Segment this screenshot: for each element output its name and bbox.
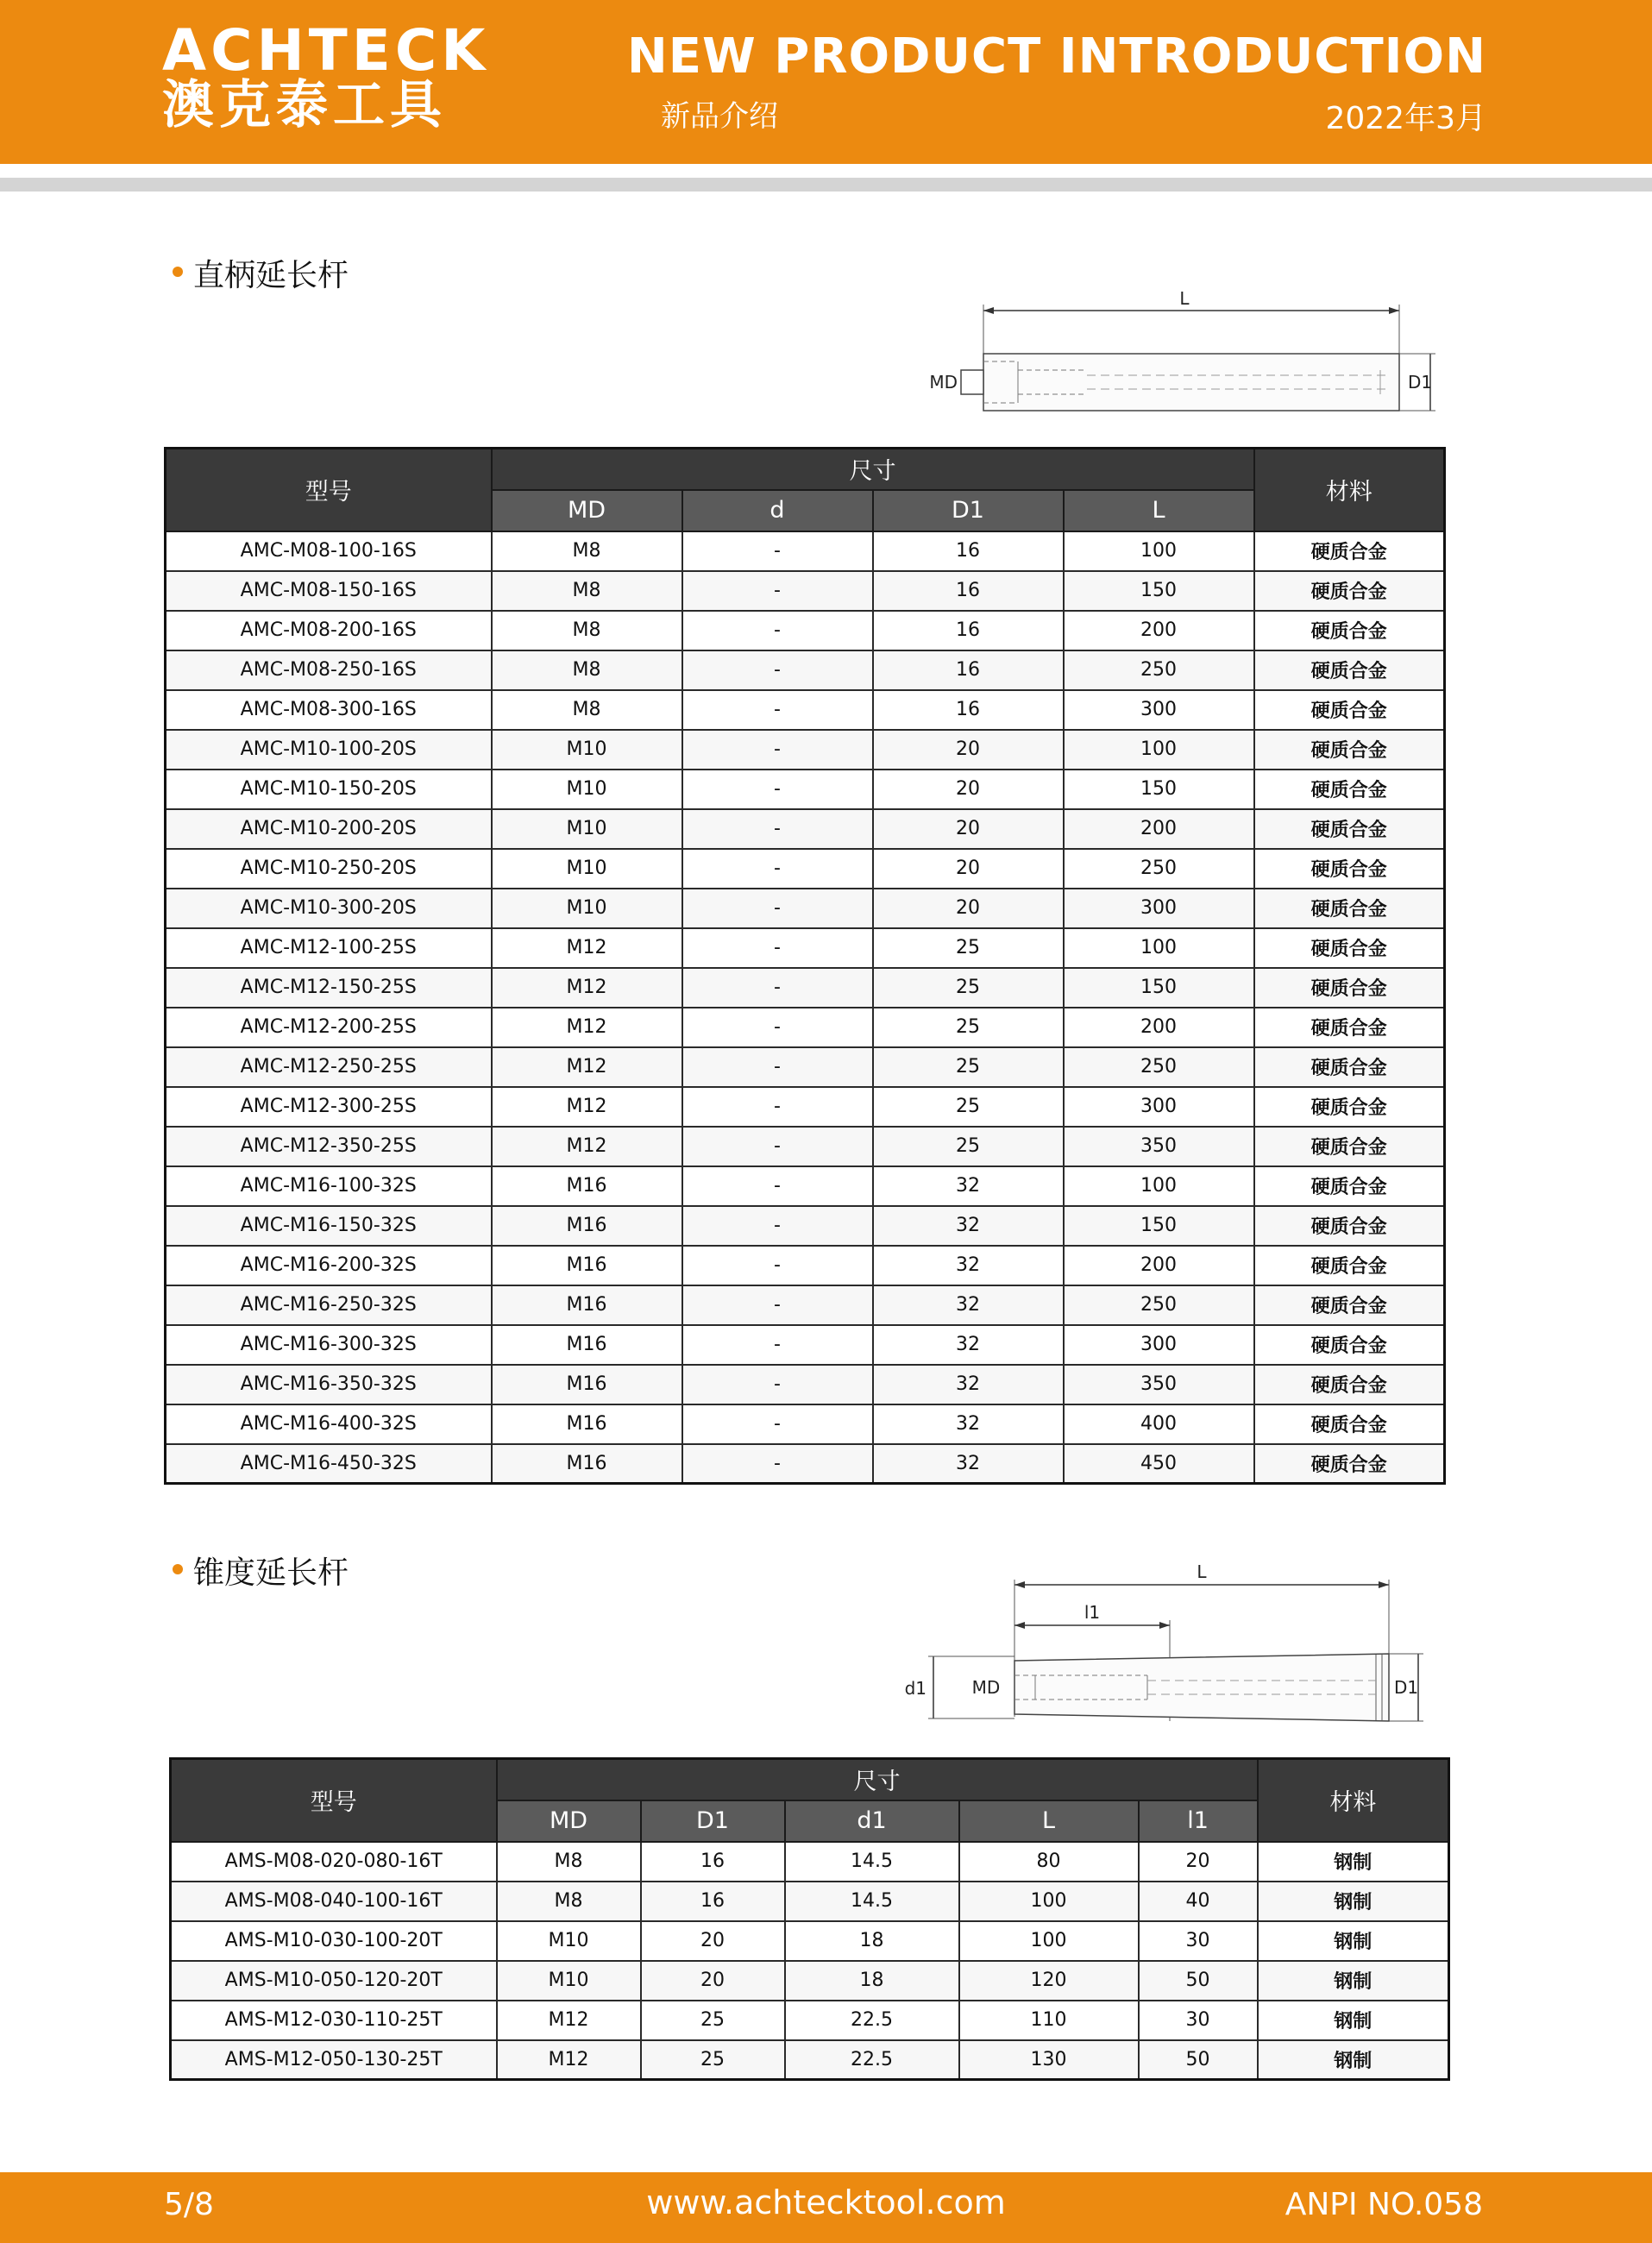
table-row — [171, 1842, 1449, 1882]
cell-l: 350 — [1064, 1127, 1254, 1166]
logo-wordmark: ACHTECK — [162, 17, 490, 84]
cell-material: 硬质合金 — [1254, 1047, 1445, 1087]
table-row — [166, 650, 1445, 690]
table-row — [171, 2001, 1449, 2040]
cell-md: M8 — [492, 650, 682, 690]
dim-label-MD: MD — [929, 372, 958, 393]
cell-d1: 25 — [873, 928, 1064, 968]
cell-d: - — [682, 889, 873, 928]
cell-d: - — [682, 1127, 873, 1166]
cell-L: 100 — [959, 1921, 1139, 1961]
page-footer — [0, 2172, 1652, 2243]
cell-d1: 18 — [785, 1961, 959, 2001]
table-row — [166, 1008, 1445, 1047]
cell-D1: 20 — [641, 1921, 785, 1961]
cell-l: 200 — [1064, 1008, 1254, 1047]
cell-model: AMC-M08-300-16S — [166, 690, 492, 730]
table-row — [166, 531, 1445, 571]
table-row — [166, 1404, 1445, 1444]
cell-l1: 50 — [1139, 2040, 1258, 2080]
cell-D1: 25 — [641, 2001, 785, 2040]
header-subtitle: 新品介绍 — [661, 99, 778, 134]
cell-d1: 32 — [873, 1285, 1064, 1325]
cell-d1: 18 — [785, 1921, 959, 1961]
cell-material: 硬质合金 — [1254, 531, 1445, 571]
col-header-L: L — [959, 1800, 1139, 1842]
bullet-dot-icon — [173, 267, 183, 277]
cell-md: M8 — [497, 1882, 641, 1921]
cell-l1: 30 — [1139, 1921, 1258, 1961]
table-row — [171, 2040, 1449, 2080]
cell-md: M12 — [492, 1047, 682, 1087]
cell-L: 100 — [959, 1882, 1139, 1921]
table-row — [171, 1921, 1449, 1961]
header-title: NEW PRODUCT INTRODUCTION — [626, 28, 1486, 85]
cell-d1: 25 — [873, 1047, 1064, 1087]
cell-material: 硬质合金 — [1254, 770, 1445, 809]
section1-title — [173, 258, 349, 293]
cell-material: 硬质合金 — [1254, 690, 1445, 730]
cell-l: 250 — [1064, 650, 1254, 690]
cell-d1: 25 — [873, 1087, 1064, 1127]
cell-md: M16 — [492, 1206, 682, 1246]
cell-md: M8 — [497, 1842, 641, 1882]
cell-material: 硬质合金 — [1254, 611, 1445, 650]
cell-model: AMC-M16-400-32S — [166, 1404, 492, 1444]
page-header — [0, 0, 1652, 164]
cell-l: 300 — [1064, 889, 1254, 928]
cell-material: 钢制 — [1258, 1961, 1449, 2001]
table-row — [166, 1365, 1445, 1404]
cell-l: 200 — [1064, 809, 1254, 849]
cell-d: - — [682, 1325, 873, 1365]
cell-material: 硬质合金 — [1254, 650, 1445, 690]
cell-model: AMC-M12-250-25S — [166, 1047, 492, 1087]
cell-d1: 32 — [873, 1444, 1064, 1484]
cell-md: M8 — [492, 611, 682, 650]
section2-title — [173, 1555, 349, 1591]
col-header-d: d — [682, 490, 873, 531]
cell-d: - — [682, 1285, 873, 1325]
dim-label-MD: MD — [971, 1677, 1001, 1698]
table-row — [166, 1444, 1445, 1484]
cell-material: 硬质合金 — [1254, 889, 1445, 928]
cell-material: 硬质合金 — [1254, 1246, 1445, 1285]
cell-model: AMC-M08-250-16S — [166, 650, 492, 690]
cell-L: 80 — [959, 1842, 1139, 1882]
section1-title-text: 直柄延长杆 — [193, 258, 349, 293]
cell-model: AMC-M16-200-32S — [166, 1246, 492, 1285]
cell-d1: 20 — [873, 889, 1064, 928]
cell-d: - — [682, 1166, 873, 1206]
col-header-model: 型号 — [171, 1759, 497, 1842]
cell-model: AMC-M10-100-20S — [166, 730, 492, 770]
cell-l1: 30 — [1139, 2001, 1258, 2040]
table-row — [166, 809, 1445, 849]
cell-l: 200 — [1064, 1246, 1254, 1285]
cell-l: 150 — [1064, 770, 1254, 809]
col-header-D1: D1 — [641, 1800, 785, 1842]
cell-md: M10 — [492, 889, 682, 928]
table-row — [166, 730, 1445, 770]
cell-l: 250 — [1064, 1047, 1254, 1087]
logo-chinese: 澳克泰工具 — [162, 75, 447, 135]
cell-d: - — [682, 849, 873, 889]
cell-material: 硬质合金 — [1254, 809, 1445, 849]
cell-d1: 14.5 — [785, 1842, 959, 1882]
cell-md: M10 — [497, 1921, 641, 1961]
cell-model: AMC-M12-150-25S — [166, 968, 492, 1008]
cell-material: 硬质合金 — [1254, 1206, 1445, 1246]
cell-d: - — [682, 1047, 873, 1087]
cell-model: AMC-M10-200-20S — [166, 809, 492, 849]
cell-l: 100 — [1064, 730, 1254, 770]
table-row — [166, 1087, 1445, 1127]
cell-d1: 32 — [873, 1325, 1064, 1365]
cell-L: 130 — [959, 2040, 1139, 2080]
cell-md: M8 — [492, 531, 682, 571]
straight-shank-diagram — [914, 280, 1449, 427]
cell-l: 100 — [1064, 928, 1254, 968]
straight-shank-table-body — [166, 531, 1445, 1484]
cell-material: 硬质合金 — [1254, 849, 1445, 889]
cell-d: - — [682, 1365, 873, 1404]
cell-l: 250 — [1064, 1285, 1254, 1325]
cell-model: AMS-M12-030-110-25T — [171, 2001, 497, 2040]
section2-title-text: 锥度延长杆 — [193, 1555, 349, 1591]
cell-md: M12 — [497, 2040, 641, 2080]
header-date: 2022年3月 — [1325, 101, 1486, 136]
cell-md: M12 — [492, 968, 682, 1008]
table-row — [166, 1166, 1445, 1206]
cell-model: AMS-M10-050-120-20T — [171, 1961, 497, 2001]
cell-d1: 16 — [873, 531, 1064, 571]
cell-md: M12 — [492, 1127, 682, 1166]
table-row — [171, 1961, 1449, 2001]
page-number: 5/8 — [164, 2187, 214, 2222]
cell-l: 250 — [1064, 849, 1254, 889]
cell-md: M16 — [492, 1325, 682, 1365]
cell-d1: 22.5 — [785, 2040, 959, 2080]
table-row — [166, 1047, 1445, 1087]
cell-d1: 22.5 — [785, 2001, 959, 2040]
cell-model: AMC-M10-300-20S — [166, 889, 492, 928]
cell-d: - — [682, 1246, 873, 1285]
cell-md: M10 — [492, 849, 682, 889]
cell-l1: 40 — [1139, 1882, 1258, 1921]
cell-md: M12 — [497, 2001, 641, 2040]
cell-material: 硬质合金 — [1254, 1404, 1445, 1444]
cell-model: AMC-M16-450-32S — [166, 1444, 492, 1484]
cell-model: AMC-M16-150-32S — [166, 1206, 492, 1246]
cell-md: M10 — [492, 730, 682, 770]
cell-d1: 32 — [873, 1246, 1064, 1285]
cell-d1: 20 — [873, 770, 1064, 809]
cell-md: M8 — [492, 571, 682, 611]
cell-l1: 20 — [1139, 1842, 1258, 1882]
cell-model: AMC-M12-200-25S — [166, 1008, 492, 1047]
cell-d1: 32 — [873, 1166, 1064, 1206]
col-header-L: L — [1064, 490, 1254, 531]
cell-d1: 32 — [873, 1365, 1064, 1404]
col-header-material: 材料 — [1258, 1759, 1449, 1842]
cell-d: - — [682, 1008, 873, 1047]
tapered-shank-table — [169, 1757, 1450, 2081]
cell-l: 300 — [1064, 690, 1254, 730]
table-row — [166, 1206, 1445, 1246]
cell-d: - — [682, 730, 873, 770]
cell-model: AMC-M16-300-32S — [166, 1325, 492, 1365]
dim-label-L: L — [1179, 288, 1190, 309]
cell-model: AMC-M12-100-25S — [166, 928, 492, 968]
cell-material: 钢制 — [1258, 1882, 1449, 1921]
cell-d: - — [682, 968, 873, 1008]
cell-L: 110 — [959, 2001, 1139, 2040]
cell-model: AMC-M08-150-16S — [166, 571, 492, 611]
cell-material: 硬质合金 — [1254, 1008, 1445, 1047]
cell-d1: 25 — [873, 968, 1064, 1008]
table-row — [166, 1325, 1445, 1365]
cell-md: M12 — [492, 1008, 682, 1047]
cell-material: 硬质合金 — [1254, 1285, 1445, 1325]
cell-d: - — [682, 690, 873, 730]
cell-md: M12 — [492, 1087, 682, 1127]
cell-md: M10 — [492, 770, 682, 809]
header-divider — [0, 178, 1652, 192]
cell-material: 硬质合金 — [1254, 571, 1445, 611]
cell-l: 400 — [1064, 1404, 1254, 1444]
cell-l: 300 — [1064, 1325, 1254, 1365]
col-header-md: MD — [497, 1800, 641, 1842]
cell-model: AMS-M08-020-080-16T — [171, 1842, 497, 1882]
table-row — [166, 770, 1445, 809]
table-row — [166, 889, 1445, 928]
dim-label-l1: l1 — [1084, 1602, 1101, 1623]
col-header-material: 材料 — [1254, 449, 1445, 531]
cell-d: - — [682, 809, 873, 849]
cell-material: 硬质合金 — [1254, 1444, 1445, 1484]
cell-md: M16 — [492, 1404, 682, 1444]
dim-label-D1: D1 — [1394, 1677, 1419, 1698]
cell-l: 200 — [1064, 611, 1254, 650]
cell-l: 450 — [1064, 1444, 1254, 1484]
cell-d1: 32 — [873, 1206, 1064, 1246]
cell-l: 150 — [1064, 968, 1254, 1008]
cell-l: 150 — [1064, 571, 1254, 611]
cell-material: 硬质合金 — [1254, 1166, 1445, 1206]
dim-label-d1: d1 — [904, 1678, 927, 1699]
cell-model: AMS-M12-050-130-25T — [171, 2040, 497, 2080]
table-row — [166, 849, 1445, 889]
table-row — [166, 1285, 1445, 1325]
col-header-D1: D1 — [873, 490, 1064, 531]
cell-l: 100 — [1064, 531, 1254, 571]
dim-label-D1: D1 — [1408, 372, 1433, 393]
table-row — [171, 1882, 1449, 1921]
cell-model: AMC-M16-250-32S — [166, 1285, 492, 1325]
cell-d: - — [682, 531, 873, 571]
website-link[interactable]: www.achtecktool.com — [646, 2183, 1006, 2221]
dim-label-L: L — [1197, 1561, 1207, 1582]
cell-d1: 16 — [873, 611, 1064, 650]
table-row — [166, 928, 1445, 968]
tapered-shank-table-body — [171, 1842, 1449, 2080]
table-row — [166, 611, 1445, 650]
straight-shank-table — [164, 447, 1446, 1485]
cell-material: 钢制 — [1258, 1842, 1449, 1882]
cell-d1: 20 — [873, 809, 1064, 849]
cell-d: - — [682, 1404, 873, 1444]
cell-d: - — [682, 650, 873, 690]
cell-md: M16 — [492, 1166, 682, 1206]
cell-l: 100 — [1064, 1166, 1254, 1206]
cell-d1: 20 — [873, 849, 1064, 889]
cell-d1: 25 — [873, 1008, 1064, 1047]
cell-d: - — [682, 928, 873, 968]
cell-d1: 32 — [873, 1404, 1064, 1444]
cell-D1: 16 — [641, 1882, 785, 1921]
table-row — [166, 1127, 1445, 1166]
cell-d1: 16 — [873, 571, 1064, 611]
cell-D1: 20 — [641, 1961, 785, 2001]
cell-material: 硬质合金 — [1254, 1365, 1445, 1404]
cell-l1: 50 — [1139, 1961, 1258, 2001]
cell-d: - — [682, 611, 873, 650]
cell-D1: 16 — [641, 1842, 785, 1882]
col-header-l1: l1 — [1139, 1800, 1258, 1842]
table-row — [166, 571, 1445, 611]
cell-l: 300 — [1064, 1087, 1254, 1127]
col-header-dimensions: 尺寸 — [492, 449, 1254, 490]
cell-material: 钢制 — [1258, 2040, 1449, 2080]
col-header-d1: d1 — [785, 1800, 959, 1842]
cell-l: 150 — [1064, 1206, 1254, 1246]
cell-d1: 20 — [873, 730, 1064, 770]
cell-model: AMS-M10-030-100-20T — [171, 1921, 497, 1961]
cell-d: - — [682, 1087, 873, 1127]
cell-d1: 14.5 — [785, 1882, 959, 1921]
cell-material: 钢制 — [1258, 2001, 1449, 2040]
cell-l: 350 — [1064, 1365, 1254, 1404]
table-row — [166, 968, 1445, 1008]
cell-model: AMC-M08-200-16S — [166, 611, 492, 650]
cell-d1: 16 — [873, 690, 1064, 730]
cell-d: - — [682, 770, 873, 809]
cell-material: 硬质合金 — [1254, 928, 1445, 968]
bullet-dot-icon — [173, 1564, 183, 1574]
col-header-model: 型号 — [166, 449, 492, 531]
cell-model: AMC-M10-150-20S — [166, 770, 492, 809]
table-row — [166, 1246, 1445, 1285]
cell-material: 硬质合金 — [1254, 1325, 1445, 1365]
cell-material: 硬质合金 — [1254, 730, 1445, 770]
cell-material: 硬质合金 — [1254, 1127, 1445, 1166]
cell-model: AMC-M12-300-25S — [166, 1087, 492, 1127]
cell-d: - — [682, 1206, 873, 1246]
cell-md: M16 — [492, 1246, 682, 1285]
tapered-shank-diagram — [889, 1557, 1441, 1730]
cell-model: AMC-M16-100-32S — [166, 1166, 492, 1206]
cell-md: M16 — [492, 1285, 682, 1325]
cell-md: M10 — [492, 809, 682, 849]
cell-md: M16 — [492, 1444, 682, 1484]
col-header-md: MD — [492, 490, 682, 531]
cell-model: AMC-M08-100-16S — [166, 531, 492, 571]
cell-model: AMC-M16-350-32S — [166, 1365, 492, 1404]
cell-d1: 25 — [873, 1127, 1064, 1166]
cell-md: M16 — [492, 1365, 682, 1404]
cell-md: M12 — [492, 928, 682, 968]
cell-md: M8 — [492, 690, 682, 730]
cell-d: - — [682, 1444, 873, 1484]
cell-d1: 16 — [873, 650, 1064, 690]
cell-material: 硬质合金 — [1254, 1087, 1445, 1127]
cell-model: AMS-M08-040-100-16T — [171, 1882, 497, 1921]
col-header-dimensions: 尺寸 — [497, 1759, 1258, 1800]
cell-material: 硬质合金 — [1254, 968, 1445, 1008]
cell-D1: 25 — [641, 2040, 785, 2080]
cell-d: - — [682, 571, 873, 611]
table-row — [166, 690, 1445, 730]
document-number: ANPI NO.058 — [1285, 2187, 1483, 2222]
cell-model: AMC-M12-350-25S — [166, 1127, 492, 1166]
cell-material: 钢制 — [1258, 1921, 1449, 1961]
cell-model: AMC-M10-250-20S — [166, 849, 492, 889]
cell-L: 120 — [959, 1961, 1139, 2001]
cell-md: M10 — [497, 1961, 641, 2001]
